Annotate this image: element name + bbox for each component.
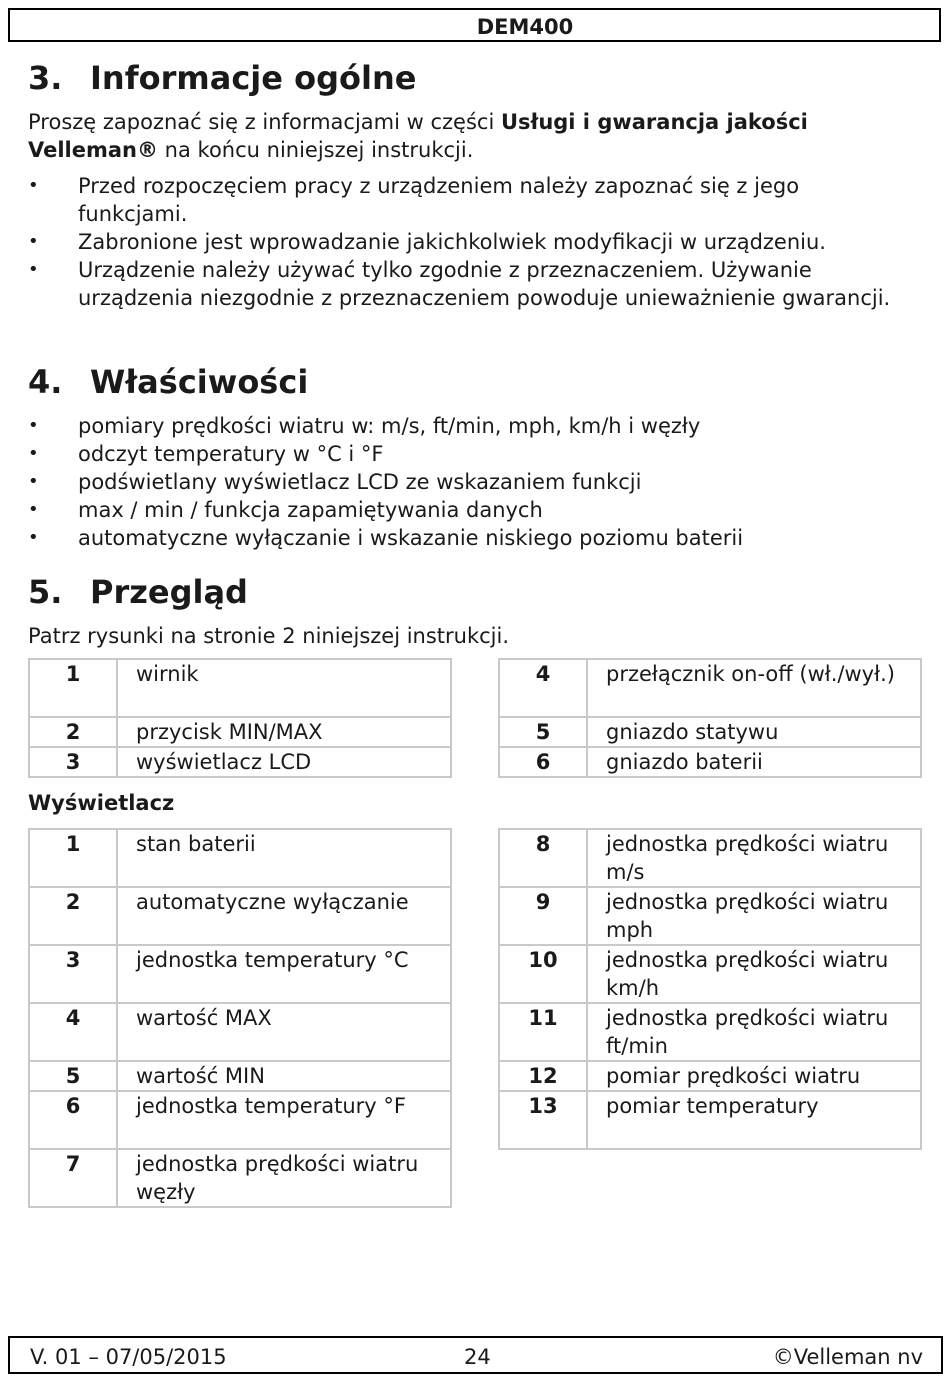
list-item: • automatyczne wyłączanie i wskazanie niskiego poziomu baterii xyxy=(28,524,908,552)
parts-table-right xyxy=(498,658,922,778)
part-label: wyświetlacz LCD xyxy=(117,747,451,777)
section-3-title: Informacje ogólne xyxy=(90,59,417,97)
display-number: 2 xyxy=(29,887,117,945)
display-number: 8 xyxy=(499,829,587,887)
table-row xyxy=(29,945,451,1003)
model-name: DEM400 xyxy=(476,15,574,39)
page-header xyxy=(8,8,941,42)
table-row xyxy=(499,887,921,945)
display-number: 1 xyxy=(29,829,117,887)
table-row xyxy=(29,1091,451,1149)
table-row xyxy=(499,1003,921,1061)
list-item: • pomiary prędkości wiatru w: m/s, ft/min, mph, km/h i węzły xyxy=(28,412,908,440)
display-label: wartość MAX xyxy=(117,1003,451,1061)
table-row xyxy=(29,1003,451,1061)
section-5-number: 5. xyxy=(28,573,63,611)
display-label: jednostka temperatury °C xyxy=(117,945,451,1003)
part-label: wirnik xyxy=(117,659,451,717)
table-row xyxy=(499,1091,921,1149)
list-item: • Zabronione jest wprowadzanie jakichkolwiek modyfikacji w urządzeniu. xyxy=(28,228,908,256)
display-table-left xyxy=(28,828,452,1208)
display-label: stan baterii xyxy=(117,829,451,887)
intro-text-bold: Usługi i gwarancja jakości Velleman® xyxy=(28,110,808,162)
table-row xyxy=(29,747,451,777)
document-version: V. 01 – 07/05/2015 xyxy=(30,1345,227,1369)
page-footer xyxy=(8,1336,943,1374)
part-number: 5 xyxy=(499,717,587,747)
intro-text-end: na końcu niniejszej instrukcji. xyxy=(158,138,474,162)
display-label: automatyczne wyłączanie xyxy=(117,887,451,945)
table-row xyxy=(29,829,451,887)
table-row xyxy=(499,747,921,777)
display-label: jednostka prędkości wiatru m/s xyxy=(587,829,921,887)
display-number: 9 xyxy=(499,887,587,945)
intro-text-start: Proszę zapoznać się z informacjami w części xyxy=(28,110,501,134)
table-row xyxy=(29,717,451,747)
section-5-heading xyxy=(28,572,248,612)
table-row xyxy=(499,659,921,717)
table-row xyxy=(29,887,451,945)
display-label: jednostka prędkości wiatru km/h xyxy=(587,945,921,1003)
part-number: 3 xyxy=(29,747,117,777)
list-item: • Urządzenie należy używać tylko zgodnie z przeznaczeniem. Używanie urządzenia niezgodnie z przeznaczeniem powoduje unieważnienie gwarancji. xyxy=(28,256,908,312)
display-number: 13 xyxy=(499,1091,587,1149)
display-table-right xyxy=(498,828,922,1150)
display-number: 11 xyxy=(499,1003,587,1061)
section-3-intro xyxy=(28,108,928,164)
display-heading: Wyświetlacz xyxy=(28,791,175,815)
section-4-title: Właściwości xyxy=(90,363,309,401)
section-4-heading xyxy=(28,362,308,402)
part-label: gniazdo statywu xyxy=(587,717,921,747)
display-number: 3 xyxy=(29,945,117,1003)
display-label: wartość MIN xyxy=(117,1061,451,1091)
list-item: • odczyt temperatury w °C i °F xyxy=(28,440,908,468)
part-label: przycisk MIN/MAX xyxy=(117,717,451,747)
list-item: • Przed rozpoczęciem pracy z urządzeniem należy zapoznać się z jego funkcjami. xyxy=(28,172,908,228)
display-label: jednostka prędkości wiatru mph xyxy=(587,887,921,945)
part-label: gniazdo baterii xyxy=(587,747,921,777)
part-number: 4 xyxy=(499,659,587,717)
part-label: przełącznik on-off (wł./wył.) xyxy=(587,659,921,717)
section-5-title: Przegląd xyxy=(90,573,248,611)
part-number: 1 xyxy=(29,659,117,717)
parts-table-left xyxy=(28,658,452,778)
section-4-bullets xyxy=(28,412,908,552)
display-number: 7 xyxy=(29,1149,117,1207)
section-3-number: 3. xyxy=(28,59,63,97)
table-row xyxy=(29,1061,451,1091)
section-3-bullets xyxy=(28,172,908,312)
part-number: 2 xyxy=(29,717,117,747)
display-number: 12 xyxy=(499,1061,587,1091)
table-row xyxy=(499,717,921,747)
section-5-intro: Patrz rysunki na stronie 2 niniejszej instrukcji. xyxy=(28,624,510,648)
part-number: 6 xyxy=(499,747,587,777)
display-label: jednostka prędkości wiatru węzły xyxy=(117,1149,451,1207)
table-row xyxy=(29,659,451,717)
display-number: 5 xyxy=(29,1061,117,1091)
display-label: jednostka prędkości wiatru ft/min xyxy=(587,1003,921,1061)
table-row xyxy=(499,829,921,887)
display-number: 4 xyxy=(29,1003,117,1061)
table-row xyxy=(499,1061,921,1091)
section-3-heading xyxy=(28,58,416,98)
section-4-number: 4. xyxy=(28,363,63,401)
display-number: 6 xyxy=(29,1091,117,1149)
display-label: pomiar temperatury xyxy=(587,1091,921,1149)
table-row xyxy=(499,945,921,1003)
page-number: 24 xyxy=(464,1345,491,1369)
table-row xyxy=(29,1149,451,1207)
display-number: 10 xyxy=(499,945,587,1003)
list-item: • max / min / funkcja zapamiętywania danych xyxy=(28,496,908,524)
list-item: • podświetlany wyświetlacz LCD ze wskazaniem funkcji xyxy=(28,468,908,496)
display-label: jednostka temperatury °F xyxy=(117,1091,451,1149)
copyright: ©Velleman nv xyxy=(772,1345,923,1369)
display-label: pomiar prędkości wiatru xyxy=(587,1061,921,1091)
